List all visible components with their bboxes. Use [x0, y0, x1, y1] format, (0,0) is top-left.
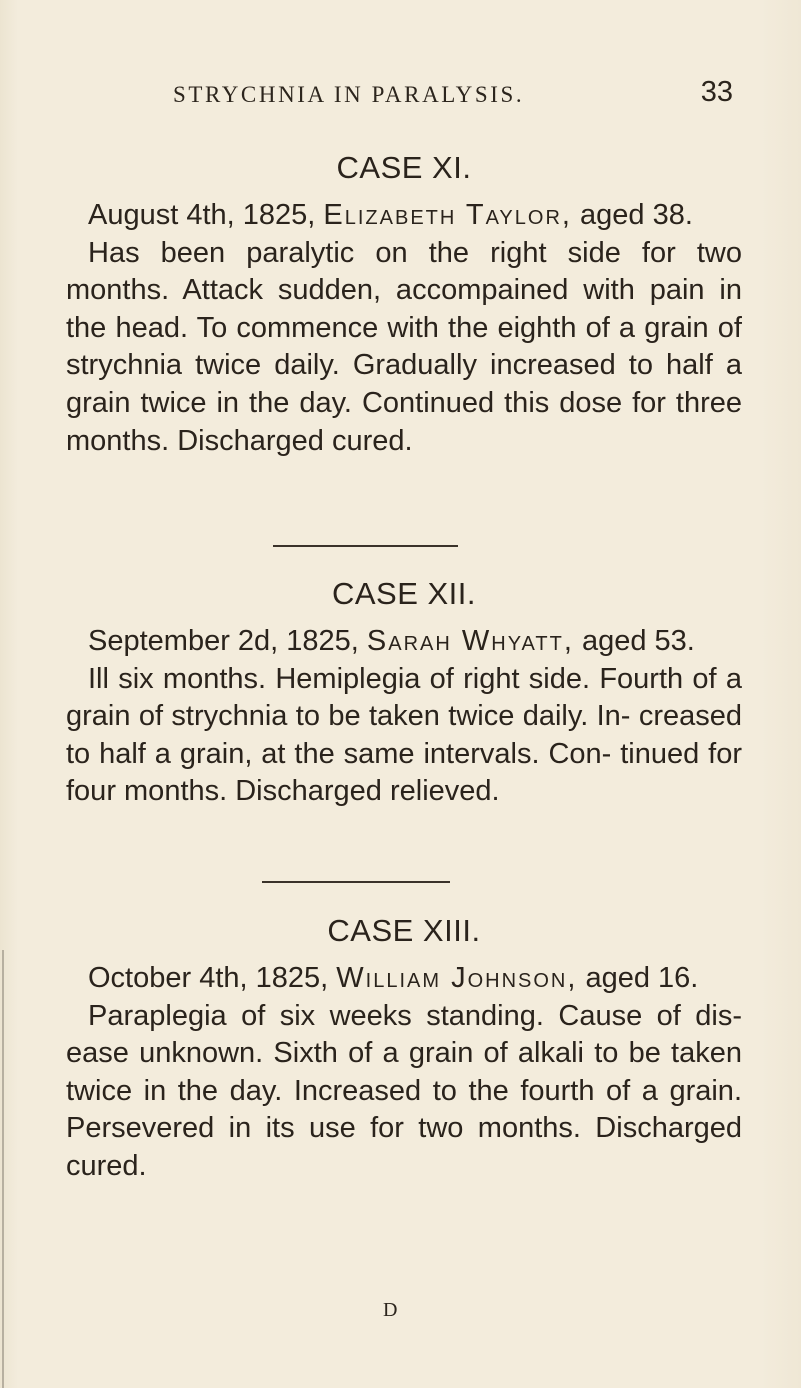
patient-name: William Johnson, — [336, 962, 578, 994]
case-body: Paraplegia of six weeks standing. Cause of dis- ease unknown. Sixth of a grain of alkali to be taken twice in the day. Increased to the fourth of a grain. Persevered in its use for two months. Discharged cured. — [66, 999, 742, 1182]
binding-edge — [2, 950, 4, 1388]
patient-age: aged 53. — [581, 625, 695, 657]
case-body: Has been paralytic on the right side for two months. Attack sudden, accompained with pain in the head. To commence with the eighth of a grain of strychnia twice daily. Gradually increased to half a grain twice in the day. Continued this dose for three months. Discharged cured. — [66, 236, 742, 457]
case-xii — [66, 574, 742, 811]
patient-age: aged 38. — [580, 199, 693, 231]
signature-mark: D — [383, 1299, 398, 1321]
page-number: 33 — [700, 76, 733, 108]
section-divider — [273, 545, 458, 547]
case-date: October 4th, 1825, — [88, 962, 329, 994]
section-divider — [262, 881, 450, 883]
patient-age: aged 16. — [585, 962, 699, 994]
case-entry — [66, 197, 742, 460]
running-title: STRYCHNIA IN PARALYSIS. — [173, 82, 525, 107]
case-intro-line — [66, 197, 742, 235]
patient-name: Elizabeth Taylor, — [323, 199, 572, 231]
case-date: August 4th, 1825, — [88, 199, 316, 231]
case-body: Ill six months. Hemiplegia of right side. Fourth of a grain of strychnia to be taken twice daily. In- creased to half a grain, at the same intervals. Con- tinued for four months. Discharged relieved. — [66, 662, 742, 808]
case-intro-line — [66, 623, 742, 661]
case-entry — [66, 960, 742, 1186]
case-date: September 2d, 1825, — [88, 625, 359, 657]
case-entry — [66, 623, 742, 811]
running-head — [173, 76, 733, 116]
case-title: CASE XIII. — [327, 913, 481, 948]
case-intro-line — [66, 960, 742, 998]
patient-name: Sarah Whyatt, — [366, 625, 574, 657]
case-title: CASE XII. — [331, 576, 477, 611]
case-xiii — [66, 911, 742, 1186]
case-title: CASE XI. — [336, 150, 472, 185]
case-xi — [66, 148, 742, 460]
